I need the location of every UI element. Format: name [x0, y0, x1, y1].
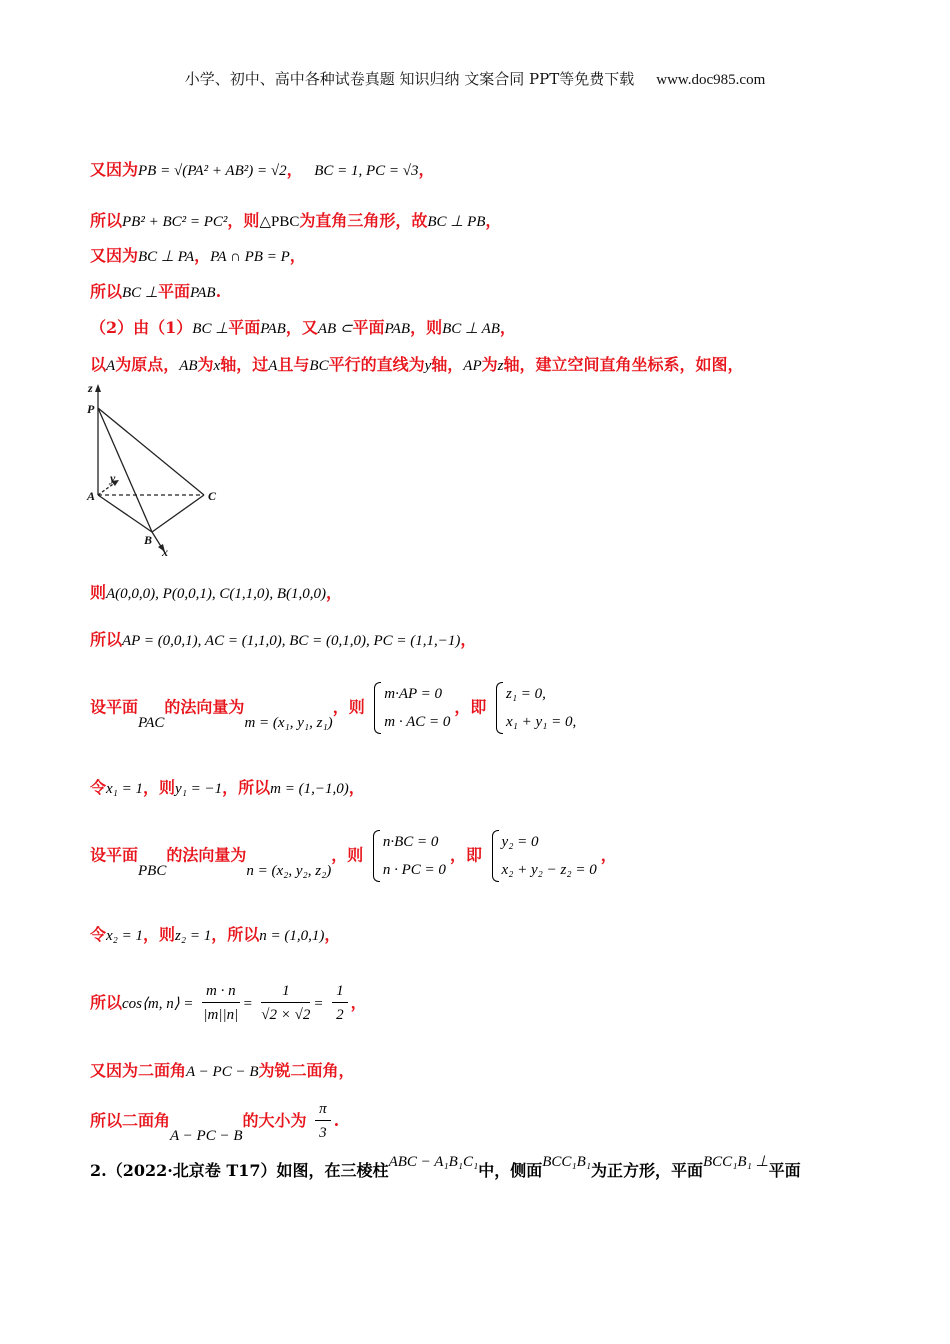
line-8: [90, 627, 476, 650]
math: A: [268, 358, 278, 374]
text: 所以: [90, 211, 123, 230]
text: ，: [286, 160, 303, 179]
text: 平面: [158, 282, 191, 301]
header-text: 小学、初中、高中各种试卷真题 知识归纳 文案合同 PPT等免费下载: [184, 70, 635, 88]
label-p: P: [87, 402, 95, 416]
math: A − PC − B: [170, 1128, 243, 1144]
z-arrow-icon: [95, 384, 101, 392]
math: m = (x₁, y₁, z₁): [244, 714, 333, 731]
text: ，: [194, 246, 211, 265]
text: ，则: [143, 778, 176, 797]
math: PAC: [138, 714, 165, 731]
text: 平面: [352, 318, 385, 337]
math: z₂ = 1: [175, 928, 212, 944]
math: AP: [463, 358, 482, 374]
line-11: [90, 828, 617, 884]
label-c: C: [208, 489, 217, 503]
text: ，: [499, 318, 516, 337]
text: ，则: [410, 318, 443, 337]
text: 又因为: [90, 160, 139, 179]
text: 设平面: [90, 845, 139, 865]
text: 平面: [228, 318, 261, 337]
system-2: [496, 680, 576, 736]
text: 平面: [768, 1161, 801, 1180]
eq: x₂ + y₂ − z₂ = 0: [501, 862, 597, 878]
math: A − PC − B: [186, 1064, 259, 1080]
math: n = (x₂, y₂, z₂): [246, 862, 332, 879]
text: ，又: [285, 318, 318, 337]
text: 的法向量为: [166, 845, 247, 865]
eq: =: [313, 996, 324, 1012]
text: ，即: [449, 845, 482, 865]
math: PAB: [384, 321, 411, 337]
text: ，则: [331, 845, 364, 865]
text: 则: [90, 583, 107, 602]
text: 轴，过: [220, 355, 269, 374]
text: .: [215, 282, 222, 301]
text: 为原点，: [115, 355, 180, 374]
question-2: [90, 1154, 801, 1181]
text: 所以: [90, 282, 123, 301]
eq: n · PC = 0: [382, 862, 446, 878]
system-1: [374, 680, 450, 736]
text: ，: [485, 211, 502, 230]
text: 轴，建立空间直角坐标系，如图，: [503, 355, 744, 374]
line-3: [90, 243, 306, 266]
text: ，: [350, 993, 367, 1012]
text: 的大小为: [242, 1111, 307, 1130]
line-1: [90, 157, 435, 180]
math: cos⟨m, n⟩ =: [122, 996, 194, 1012]
text: 所以: [90, 993, 123, 1012]
text: ，: [324, 925, 341, 944]
text: 中，侧面: [478, 1161, 543, 1180]
math: x: [213, 358, 221, 374]
fraction-value: [261, 980, 310, 1027]
math: PB² + BC² = PC²: [122, 214, 228, 230]
line-4: [90, 279, 221, 302]
text: ，则: [332, 697, 365, 717]
num: 1: [261, 980, 310, 1003]
text: ，所以: [211, 925, 260, 944]
den: √2 × √2: [261, 1007, 311, 1023]
line-9: [90, 680, 580, 736]
math: AB: [179, 358, 198, 374]
math: BCC₁B₁ ⊥: [703, 1154, 769, 1170]
math: BC ⊥: [122, 285, 158, 301]
text: 平行的直线为: [328, 355, 425, 374]
den: 2: [336, 1007, 344, 1023]
text: ，: [348, 778, 365, 797]
eq: y₂ = 0: [501, 834, 539, 850]
math: BC ⊥ PA: [138, 249, 195, 265]
text: 为直角三角形，故: [299, 211, 428, 230]
text: ，: [289, 246, 306, 265]
math: m = (1,−1,0): [270, 781, 349, 797]
math: PBC: [138, 862, 167, 879]
text: ，: [418, 160, 435, 179]
text: 以: [90, 355, 107, 374]
math: BC: [309, 358, 329, 374]
text: 为: [197, 355, 214, 374]
math: △PBC: [259, 214, 300, 230]
system-4: [492, 828, 597, 884]
text: （2）由（1）: [90, 318, 193, 337]
text: ，: [460, 630, 477, 649]
math: z: [497, 358, 504, 374]
text: 轴，: [431, 355, 464, 374]
label-x: x: [162, 545, 168, 558]
line-6: [90, 352, 744, 375]
den: |m||n|: [203, 1007, 239, 1023]
den: 3: [319, 1125, 327, 1141]
eq: n·BC = 0: [382, 834, 439, 850]
math: ABC − A₁B₁C₁: [388, 1154, 479, 1170]
line-7: [90, 580, 342, 603]
eq: m · AC = 0: [384, 714, 451, 730]
page-header: [0, 68, 950, 89]
coordinate-diagram: [86, 380, 226, 558]
math-bc-pc: BC = 1, PC = √3: [314, 163, 419, 179]
math: A(0,0,0), P(0,0,1), C(1,1,0), B(1,0,0): [106, 586, 326, 602]
text: 又因为: [90, 246, 139, 265]
text: ，则: [143, 925, 176, 944]
fraction-half: [332, 980, 348, 1027]
header-site: www.doc985.com: [656, 72, 766, 88]
math: AB ⊂: [317, 321, 353, 337]
math: A: [106, 358, 116, 374]
math: BC ⊥: [192, 321, 229, 337]
label-a: A: [87, 489, 96, 503]
eq: x₁ + y₁ = 0,: [505, 714, 577, 730]
line-12: [90, 922, 340, 945]
line-15: [90, 1098, 339, 1145]
math: BC ⊥ AB: [442, 321, 500, 337]
text: 令: [90, 778, 107, 797]
text: 所以: [90, 630, 123, 649]
math: PAB: [260, 321, 286, 337]
eq: z₁ = 0,: [505, 686, 546, 702]
math: BC ⊥ PB: [427, 214, 486, 230]
line-5: [90, 315, 516, 338]
fraction-cos: [202, 980, 240, 1027]
text: 又因为二面角: [90, 1061, 187, 1080]
line-13: [90, 980, 367, 1027]
text: 为: [481, 355, 498, 374]
line-10: [90, 775, 365, 798]
text: 且与: [277, 355, 310, 374]
math: BCC₁B₁: [542, 1154, 591, 1170]
text: .: [333, 1111, 340, 1130]
num: m · n: [202, 980, 240, 1003]
label-b: B: [144, 533, 153, 547]
eq: =: [242, 996, 253, 1012]
math: x₁ = 1: [106, 781, 144, 797]
line-14: [90, 1058, 355, 1081]
math: AP = (0,0,1), AC = (1,1,0), BC = (0,1,0), PC = (1,1,−1): [122, 633, 461, 649]
math: x₂ = 1: [106, 928, 144, 944]
math: PAB: [190, 285, 216, 301]
line-2: [90, 208, 501, 231]
fraction-pi-3: [315, 1098, 331, 1145]
math: n = (1,0,1): [259, 928, 325, 944]
text: ，: [325, 583, 342, 602]
text: ，: [600, 845, 617, 865]
label-z: z: [88, 381, 93, 395]
text: 设平面: [90, 697, 139, 717]
label-y: y: [110, 471, 116, 485]
text: 所以二面角: [90, 1111, 171, 1130]
text: ，即: [454, 697, 487, 717]
edge-bc: [152, 495, 204, 532]
text: 的法向量为: [164, 697, 245, 717]
text: 为正方形，平面: [591, 1161, 704, 1180]
math: y: [424, 358, 432, 374]
math-pb: PB = √(PA² + AB²) = √2: [138, 163, 287, 179]
text: ，所以: [222, 778, 271, 797]
num: π: [315, 1098, 331, 1121]
system-3: [373, 828, 446, 884]
math: PA ∩ PB = P: [210, 249, 290, 265]
text: 2.（2022·北京卷 T17）如图，在三棱柱: [90, 1161, 389, 1180]
text: ，则: [227, 211, 260, 230]
eq: m·AP = 0: [384, 686, 443, 702]
num: 1: [332, 980, 348, 1003]
text: 为锐二面角，: [258, 1061, 355, 1080]
math: y₁ = −1: [175, 781, 223, 797]
text: 令: [90, 925, 107, 944]
